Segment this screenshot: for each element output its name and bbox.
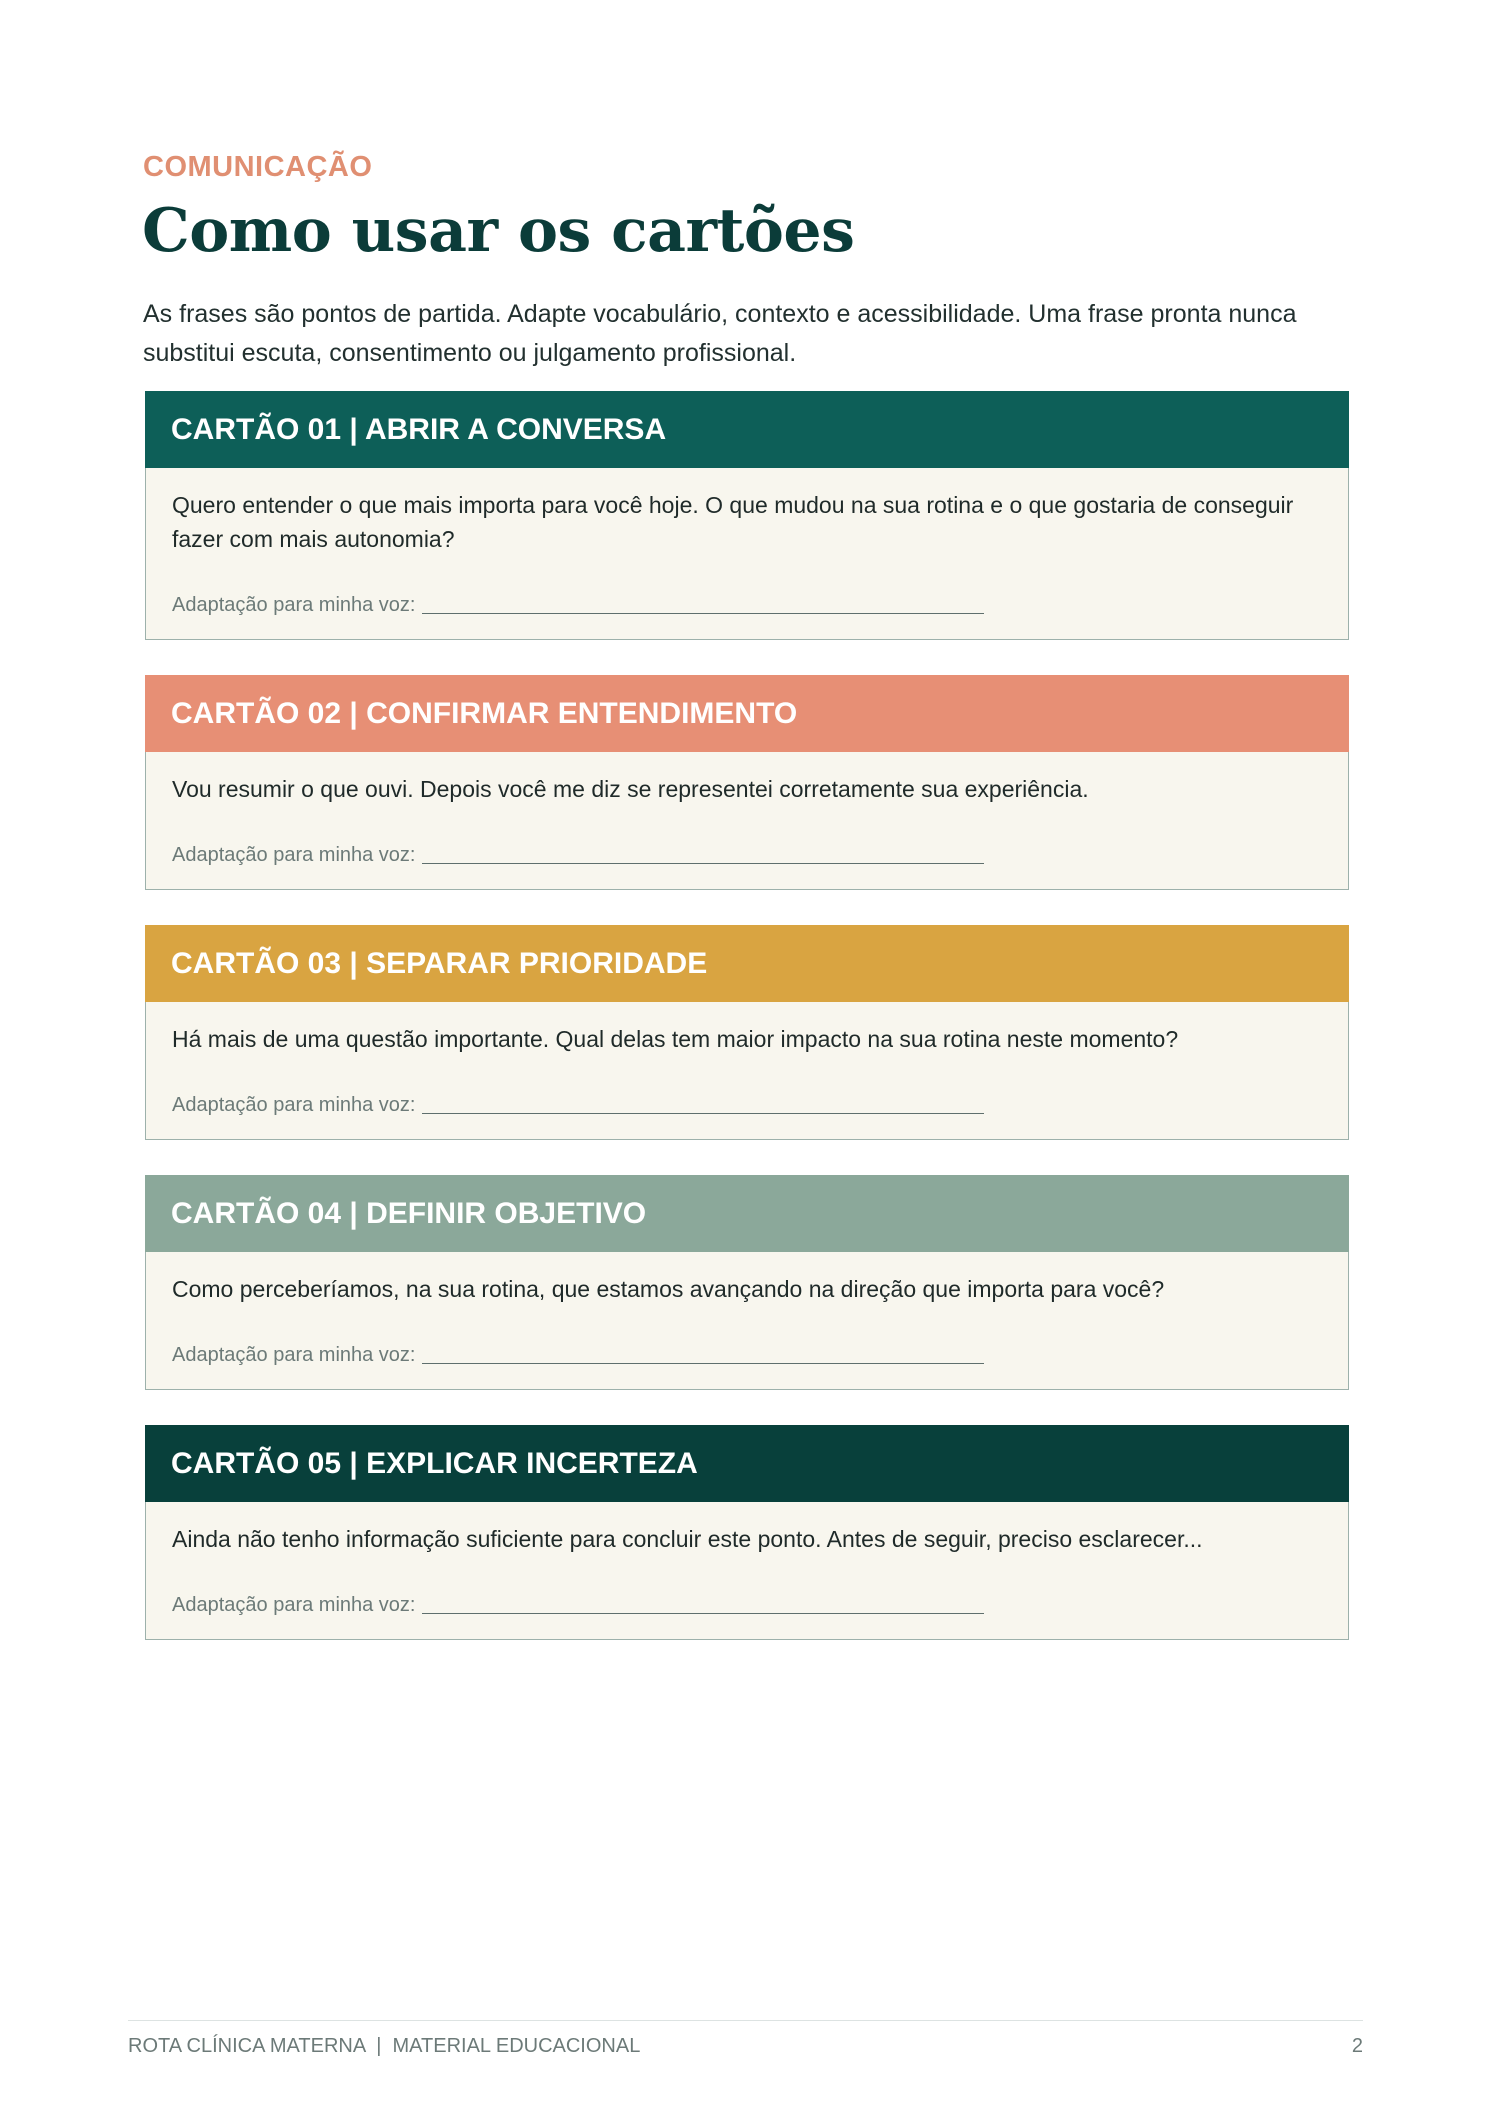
card-03 [145,925,1349,1140]
card-01 [145,391,1349,640]
card-02 [145,675,1349,890]
card-header: CARTÃO 03 | SEPARAR PRIORIDADE [145,925,1349,1002]
adaptation-field[interactable] [172,594,1322,617]
adaptation-blank-line[interactable] [422,1112,984,1114]
adaptation-blank-line[interactable] [422,1612,984,1614]
adaptation-label: Adaptação para minha voz: [172,1594,416,1616]
card-header: CARTÃO 01 | ABRIR A CONVERSA [145,391,1349,468]
adaptation-blank-line[interactable] [422,612,984,614]
adaptation-field[interactable] [172,1344,1322,1367]
card-list [145,391,1349,1675]
footer-divider [128,2020,1363,2021]
card-phrase: Como perceberíamos, na sua rotina, que estamos avançando na direção que importa para você? [172,1276,1165,1302]
adaptation-blank-line[interactable] [422,1362,984,1364]
adaptation-label: Adaptação para minha voz: [172,594,416,616]
footer-text: ROTA CLÍNICA MATERNA | MATERIAL EDUCACIONAL [128,2035,641,2057]
intro-paragraph: As frases são pontos de partida. Adapte vocabulário, contexto e acessibilidade. Uma frase pronta nunca substitui escuta, consentimento ou julgamento profissional. [143,300,1297,367]
card-header: CARTÃO 02 | CONFIRMAR ENTENDIMENTO [145,675,1349,752]
card-body [145,1252,1349,1390]
page-number: 2 [1351,2035,1363,2057]
card-body [145,468,1349,640]
card-04 [145,1175,1349,1390]
card-header: CARTÃO 05 | EXPLICAR INCERTEZA [145,1425,1349,1502]
card-body [145,1502,1349,1640]
card-phrase: Quero entender o que mais importa para você hoje. O que mudou na sua rotina e o que gostaria de conseguir fazer com mais autonomia? [172,492,1294,552]
card-header: CARTÃO 04 | DEFINIR OBJETIVO [145,1175,1349,1252]
adaptation-label: Adaptação para minha voz: [172,1094,416,1116]
adaptation-label: Adaptação para minha voz: [172,1344,416,1366]
card-phrase: Vou resumir o que ouvi. Depois você me diz se representei corretamente sua experiência. [172,776,1089,802]
adaptation-label: Adaptação para minha voz: [172,844,416,866]
adaptation-blank-line[interactable] [422,862,984,864]
adaptation-field[interactable] [172,1094,1322,1117]
card-phrase: Ainda não tenho informação suficiente para concluir este ponto. Antes de seguir, preciso esclarecer... [172,1526,1203,1552]
card-phrase: Há mais de uma questão importante. Qual delas tem maior impacto na sua rotina neste momento? [172,1026,1179,1052]
adaptation-field[interactable] [172,844,1322,867]
card-body [145,752,1349,890]
card-05 [145,1425,1349,1640]
page-title: Como usar os cartões [142,196,855,266]
card-body [145,1002,1349,1140]
section-eyebrow: COMUNICAÇÃO [143,151,373,183]
adaptation-field[interactable] [172,1594,1322,1617]
